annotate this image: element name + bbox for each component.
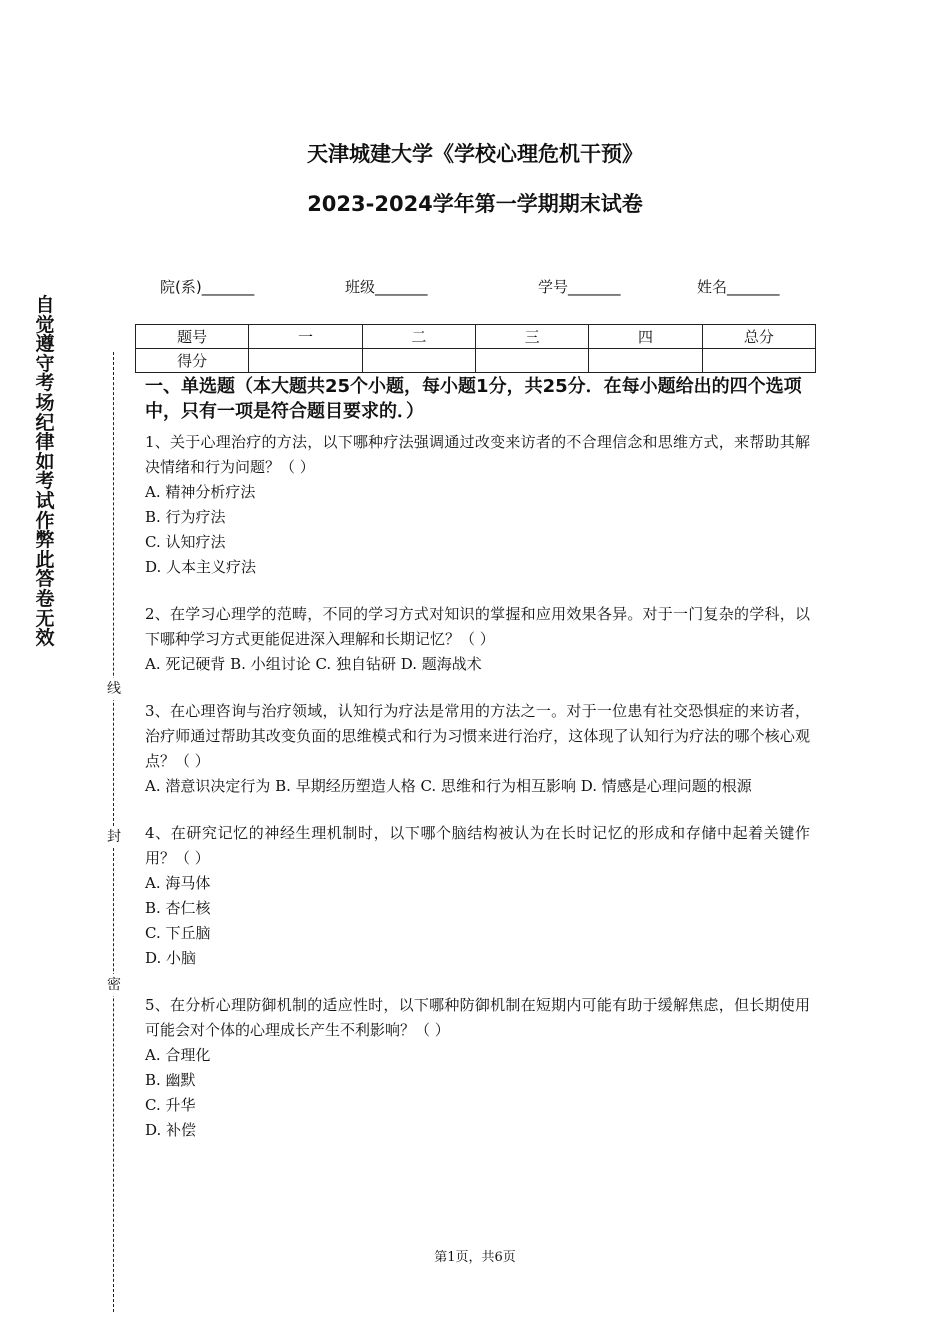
score-row-label: 得分 <box>136 349 249 373</box>
side-notice-char: 纪 <box>35 411 55 434</box>
info-student-id: 学号_______ <box>538 278 621 296</box>
exam-title-line1: 天津城建大学《学校心理危机干预》 <box>307 142 643 166</box>
question-option: A. 精神分析疗法 <box>145 483 256 501</box>
side-notice-char: 卷 <box>35 587 55 610</box>
question-option: A. 死记硬背 B. 小组讨论 C. 独自钻研 D. 题海战术 <box>145 655 482 673</box>
question-stem: 3、在心理咨询与治疗领域，认知行为疗法是常用的方法之一。对于一位患有社交恐惧症的来访者，治疗师通过帮助其改变负面的思维模式和行为习惯来进行治疗，这体现了认知行为疗法的哪个核心观点？（ ） <box>145 702 810 770</box>
question-option: D. 补偿 <box>145 1121 197 1139</box>
side-notice-char: 自 <box>35 294 55 316</box>
question-option: A. 合理化 <box>145 1046 211 1064</box>
binding-mark-line: 线 <box>104 678 124 700</box>
side-notice-char: 答 <box>35 568 55 591</box>
side-notice-char: 考 <box>35 372 55 395</box>
score-header-cell: 四 <box>589 325 702 349</box>
info-department: 院(系)_______ <box>160 278 255 296</box>
side-notice-char: 觉 <box>35 313 55 336</box>
score-table <box>135 324 816 373</box>
score-header-cell: 二 <box>362 325 475 349</box>
question-option: C. 下丘脑 <box>145 924 211 942</box>
section-heading: 一、单选题（本大题共25个小题，每小题1分，共25分．在每小题给出的四个选项中，只有一项是符合题目要求的．） <box>145 376 802 422</box>
exam-title-line2: 2023-2024学年第一学期期末试卷 <box>307 192 643 216</box>
question-item <box>145 602 810 677</box>
question-option: A. 海马体 <box>145 874 211 892</box>
question-option: B. 行为疗法 <box>145 508 226 526</box>
binding-mark-seal: 封 <box>104 826 124 848</box>
score-header-cell: 题号 <box>136 325 249 349</box>
side-notice-char: 考 <box>35 470 55 493</box>
question-option: D. 人本主义疗法 <box>145 558 257 576</box>
score-cell <box>249 349 362 373</box>
question-option: C. 认知疗法 <box>145 533 226 551</box>
question-option: B. 杏仁核 <box>145 899 211 917</box>
question-stem: 5、在分析心理防御机制的适应性时，以下哪种防御机制在短期内可能有助于缓解焦虑，但长期使用可能会对个体的心理成长产生不利影响？（ ） <box>145 996 810 1039</box>
page-footer: 第1页，共6页 <box>434 1250 516 1265</box>
info-class: 班级_______ <box>345 278 428 296</box>
side-notice-char: 效 <box>35 627 55 650</box>
side-notice-char: 弊 <box>35 529 55 552</box>
side-notice-char: 如 <box>35 450 55 473</box>
score-cell <box>702 349 815 373</box>
side-notice-char: 遵 <box>35 333 55 356</box>
question-item <box>145 699 810 799</box>
binding-mark-secret: 密 <box>104 974 124 996</box>
side-notice-char: 守 <box>35 352 55 375</box>
score-cell <box>475 349 588 373</box>
question-item <box>145 993 810 1143</box>
question-item <box>145 821 810 971</box>
info-name: 姓名_______ <box>697 278 780 296</box>
question-stem: 4、在研究记忆的神经生理机制时，以下哪个脑结构被认为在长时记忆的形成和存储中起着关键作用？（ ） <box>145 824 810 867</box>
side-notice-char: 律 <box>35 431 55 454</box>
question-stem: 2、在学习心理学的范畴，不同的学习方式对知识的掌握和应用效果各异。对于一门复杂的学科，以下哪种学习方式更能促进深入理解和长期记忆？（ ） <box>145 605 810 648</box>
score-table-header-row <box>136 325 816 349</box>
question-item <box>145 430 810 580</box>
side-notice-char: 此 <box>35 548 55 571</box>
score-header-cell: 一 <box>249 325 362 349</box>
side-notice-char: 作 <box>35 509 55 532</box>
score-header-cell: 三 <box>475 325 588 349</box>
question-section <box>145 374 810 1165</box>
score-header-cell: 总分 <box>702 325 815 349</box>
score-cell <box>589 349 702 373</box>
side-notice <box>33 296 57 649</box>
side-notice-char: 场 <box>35 391 55 414</box>
side-notice-char: 试 <box>35 489 55 512</box>
question-option: A. 潜意识决定行为 B. 早期经历塑造人格 C. 思维和行为相互影响 D. 情感是心理问题的根源 <box>145 777 752 795</box>
question-option: D. 小脑 <box>145 949 197 967</box>
question-option: B. 幽默 <box>145 1071 196 1089</box>
score-table-score-row <box>136 349 816 373</box>
question-option: C. 升华 <box>145 1096 196 1114</box>
question-stem: 1、关于心理治疗的方法，以下哪种疗法强调通过改变来访者的不合理信念和思维方式，来帮助其解决情绪和行为问题？（ ） <box>145 433 810 476</box>
score-cell <box>362 349 475 373</box>
side-notice-char: 无 <box>35 607 55 630</box>
